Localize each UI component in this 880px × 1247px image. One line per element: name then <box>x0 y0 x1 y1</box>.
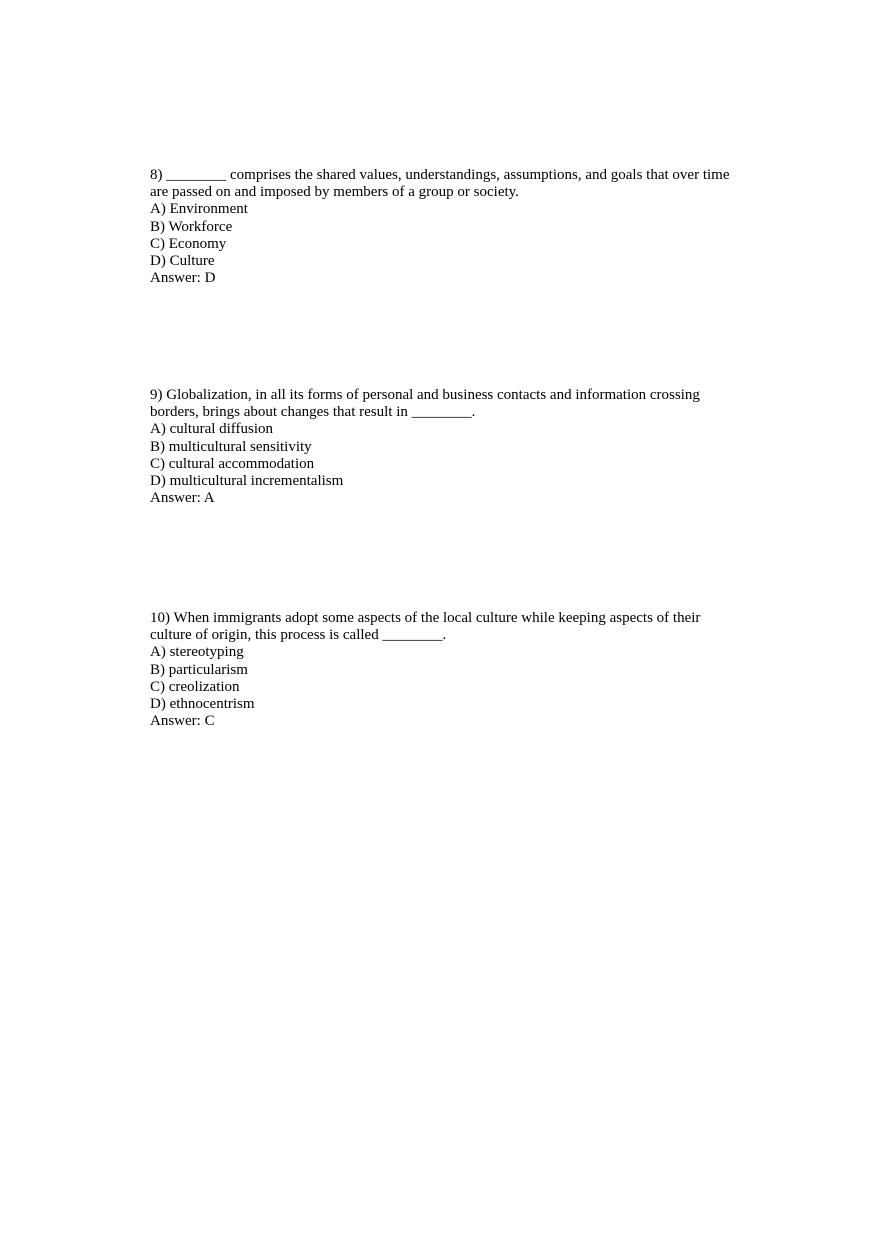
question-text: borders, brings about changes that result in ________. <box>150 404 476 421</box>
option-a: A) stereotyping <box>150 644 244 661</box>
question-text: 10) When immigrants adopt some aspects of the local culture while keeping aspects of their <box>150 610 701 626</box>
option-c: C) cultural accommodation <box>150 455 315 472</box>
question-8 <box>150 167 750 287</box>
option-c: C) creolization <box>150 678 240 695</box>
question-text: 9) Globalization, in all its forms of personal and business contacts and information crossing <box>150 387 700 403</box>
option-b: B) Workforce <box>150 218 233 235</box>
option-d: D) Culture <box>150 253 215 270</box>
option-a: A) Environment <box>150 201 248 218</box>
option-c: C) Economy <box>150 235 227 252</box>
option-a: A) cultural diffusion <box>150 421 274 438</box>
option-b: B) multicultural sensitivity <box>150 438 312 455</box>
option-d: D) multicultural incrementalism <box>150 473 344 490</box>
answer: Answer: D <box>150 270 216 287</box>
answer: Answer: C <box>150 713 215 730</box>
question-text: 8) ________ comprises the shared values, understandings, assumptions, and goals that over time <box>150 167 730 183</box>
question-text: are passed on and imposed by members of a group or society. <box>150 184 519 201</box>
option-b: B) particularism <box>150 661 248 678</box>
question-10 <box>150 610 750 730</box>
question-9 <box>150 387 750 507</box>
question-text: culture of origin, this process is called ________. <box>150 627 447 644</box>
option-d: D) ethnocentrism <box>150 696 255 713</box>
answer: Answer: A <box>150 490 215 507</box>
